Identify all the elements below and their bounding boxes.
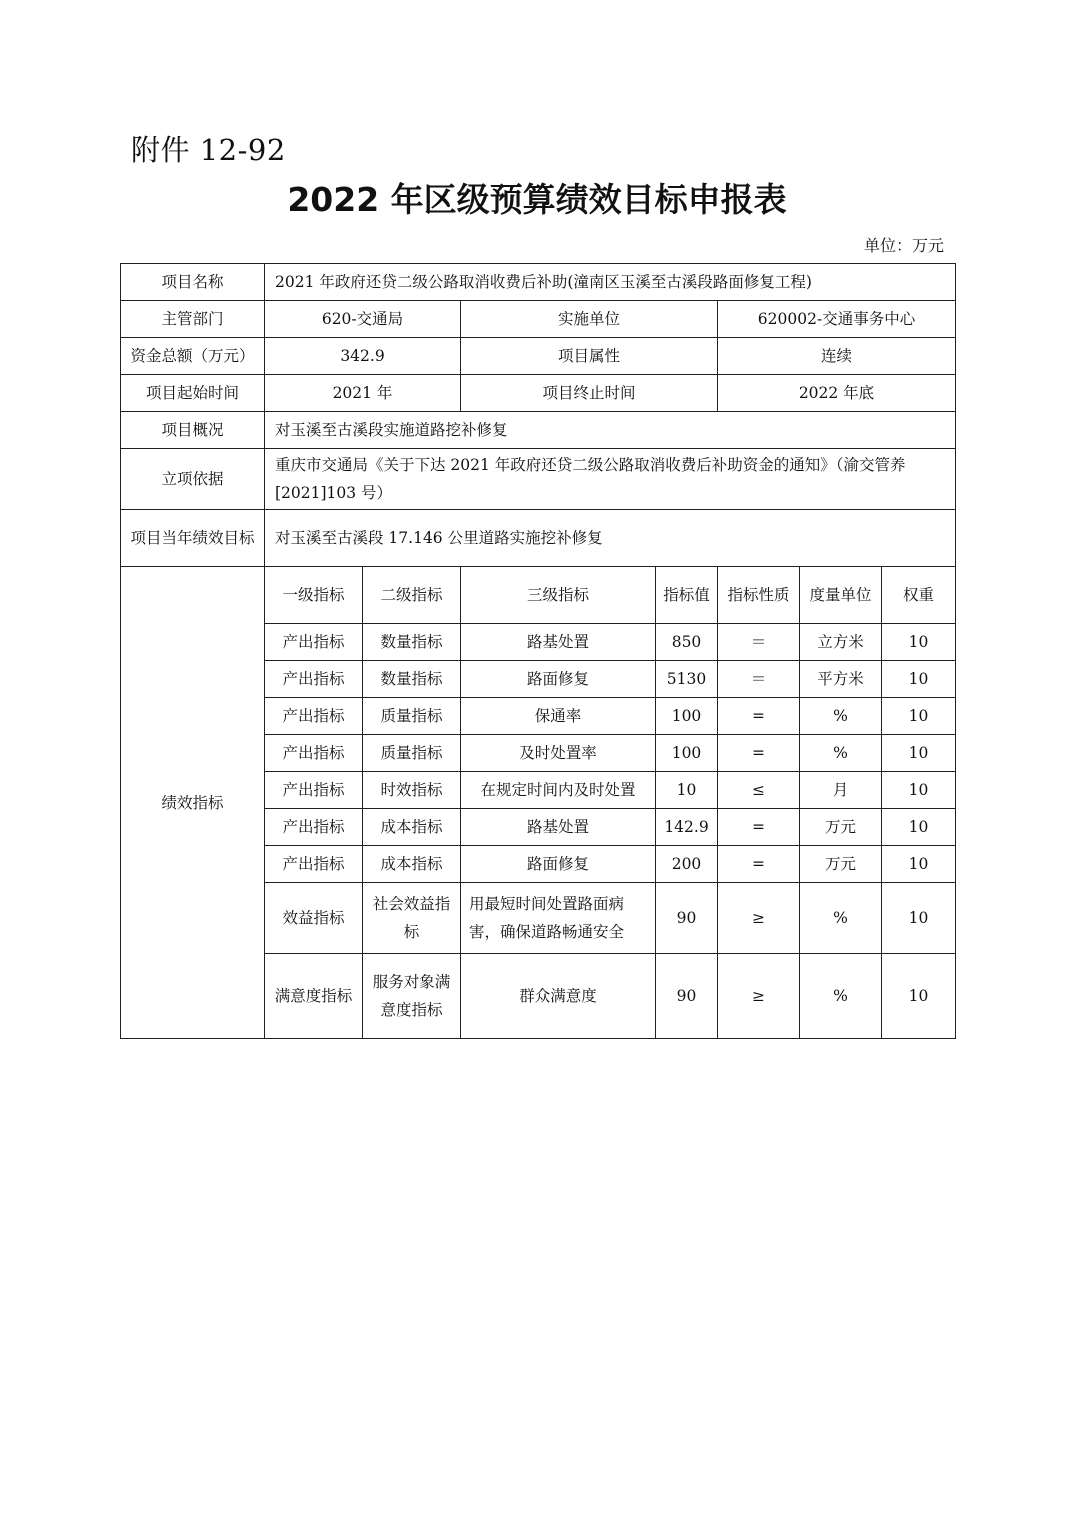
l1-cell: 产出指标 [265,809,363,846]
l1-cell: 满意度指标 [265,954,363,1039]
row-time [121,375,956,412]
unit-cell: 月 [800,772,882,809]
nature-cell: ≥ [718,954,800,1039]
nature-cell: = [718,846,800,883]
header-l3: 三级指标 [461,567,656,624]
fund-value: 342.9 [265,338,461,375]
l2-cell: 时效指标 [363,772,461,809]
basis-label: 立项依据 [121,449,265,510]
l2-cell: 质量指标 [363,698,461,735]
dept-value: 620-交通局 [265,301,461,338]
unit-cell: % [800,883,882,954]
l1-cell: 产出指标 [265,624,363,661]
weight-cell: 10 [882,735,956,772]
nature-cell: = [718,698,800,735]
unit-cell: 万元 [800,846,882,883]
dept-label: 主管部门 [121,301,265,338]
row-basis [121,449,956,510]
project-name-label: 项目名称 [121,264,265,301]
unit-label: 单位：万元 [863,236,944,255]
l3-cell: 用最短时间处置路面病害，确保道路畅通安全 [461,883,656,954]
value-cell: 200 [656,846,718,883]
attr-value: 连续 [718,338,956,375]
nature-cell: ＝ [718,624,800,661]
value-cell: 100 [656,698,718,735]
value-cell: 5130 [656,661,718,698]
row-department [121,301,956,338]
end-value: 2022 年底 [718,375,956,412]
document-title: 2022 年区级预算绩效目标申报表 [287,180,787,219]
fund-label: 资金总额（万元） [121,338,265,375]
project-name-value: 2021 年政府还贷二级公路取消收费后补助(潼南区玉溪至古溪段路面修复工程) [265,264,956,301]
end-label: 项目终止时间 [461,375,718,412]
l2-cell: 社会效益指标 [363,883,461,954]
l2-cell: 数量指标 [363,661,461,698]
l2-cell: 成本指标 [363,846,461,883]
l1-cell: 产出指标 [265,698,363,735]
nature-cell: ＝ [718,661,800,698]
value-cell: 850 [656,624,718,661]
header-weight: 权重 [882,567,956,624]
nature-cell: = [718,735,800,772]
l3-cell: 路面修复 [461,846,656,883]
unit-cell: 万元 [800,809,882,846]
l3-cell: 路基处置 [461,624,656,661]
header-l1: 一级指标 [265,567,363,624]
perf-label: 绩效指标 [121,567,265,1039]
header-l2: 二级指标 [363,567,461,624]
weight-cell: 10 [882,809,956,846]
weight-cell: 10 [882,698,956,735]
unit-cell: 立方米 [800,624,882,661]
budget-performance-table [120,263,956,1039]
nature-cell: ≥ [718,883,800,954]
nature-cell: = [718,809,800,846]
row-goal [121,510,956,567]
nature-cell: ≤ [718,772,800,809]
weight-cell: 10 [882,624,956,661]
attachment-number: 附件 12-92 [131,133,286,167]
l3-cell: 路面修复 [461,661,656,698]
l1-cell: 产出指标 [265,846,363,883]
header-unit: 度量单位 [800,567,882,624]
row-overview [121,412,956,449]
l1-cell: 效益指标 [265,883,363,954]
l3-cell: 保通率 [461,698,656,735]
start-value: 2021 年 [265,375,461,412]
unit-cell: 平方米 [800,661,882,698]
weight-cell: 10 [882,883,956,954]
l3-cell: 在规定时间内及时处置 [461,772,656,809]
goal-value: 对玉溪至古溪段 17.146 公里道路实施挖补修复 [265,510,956,567]
l2-cell: 质量指标 [363,735,461,772]
weight-cell: 10 [882,772,956,809]
l3-cell: 群众满意度 [461,954,656,1039]
attr-label: 项目属性 [461,338,718,375]
weight-cell: 10 [882,846,956,883]
header-nature: 指标性质 [718,567,800,624]
overview-label: 项目概况 [121,412,265,449]
l1-cell: 产出指标 [265,661,363,698]
unit-cell: % [800,698,882,735]
unit-cell: % [800,735,882,772]
impl-value: 620002-交通事务中心 [718,301,956,338]
weight-cell: 10 [882,661,956,698]
value-cell: 90 [656,883,718,954]
l2-cell: 数量指标 [363,624,461,661]
l3-cell: 路基处置 [461,809,656,846]
header-value: 指标值 [656,567,718,624]
unit-cell: % [800,954,882,1039]
row-project-name [121,264,956,301]
weight-cell: 10 [882,954,956,1039]
value-cell: 100 [656,735,718,772]
basis-value: 重庆市交通局《关于下达 2021 年政府还贷二级公路取消收费后补助资金的通知》（渝交管养[2021]103 号） [265,449,956,510]
goal-label: 项目当年绩效目标 [121,510,265,567]
l2-cell: 服务对象满意度指标 [363,954,461,1039]
l2-cell: 成本指标 [363,809,461,846]
l3-cell: 及时处置率 [461,735,656,772]
indicator-header-row [121,567,956,624]
l1-cell: 产出指标 [265,772,363,809]
impl-label: 实施单位 [461,301,718,338]
row-fund [121,338,956,375]
overview-value: 对玉溪至古溪段实施道路挖补修复 [265,412,956,449]
value-cell: 90 [656,954,718,1039]
value-cell: 142.9 [656,809,718,846]
value-cell: 10 [656,772,718,809]
start-label: 项目起始时间 [121,375,265,412]
l1-cell: 产出指标 [265,735,363,772]
